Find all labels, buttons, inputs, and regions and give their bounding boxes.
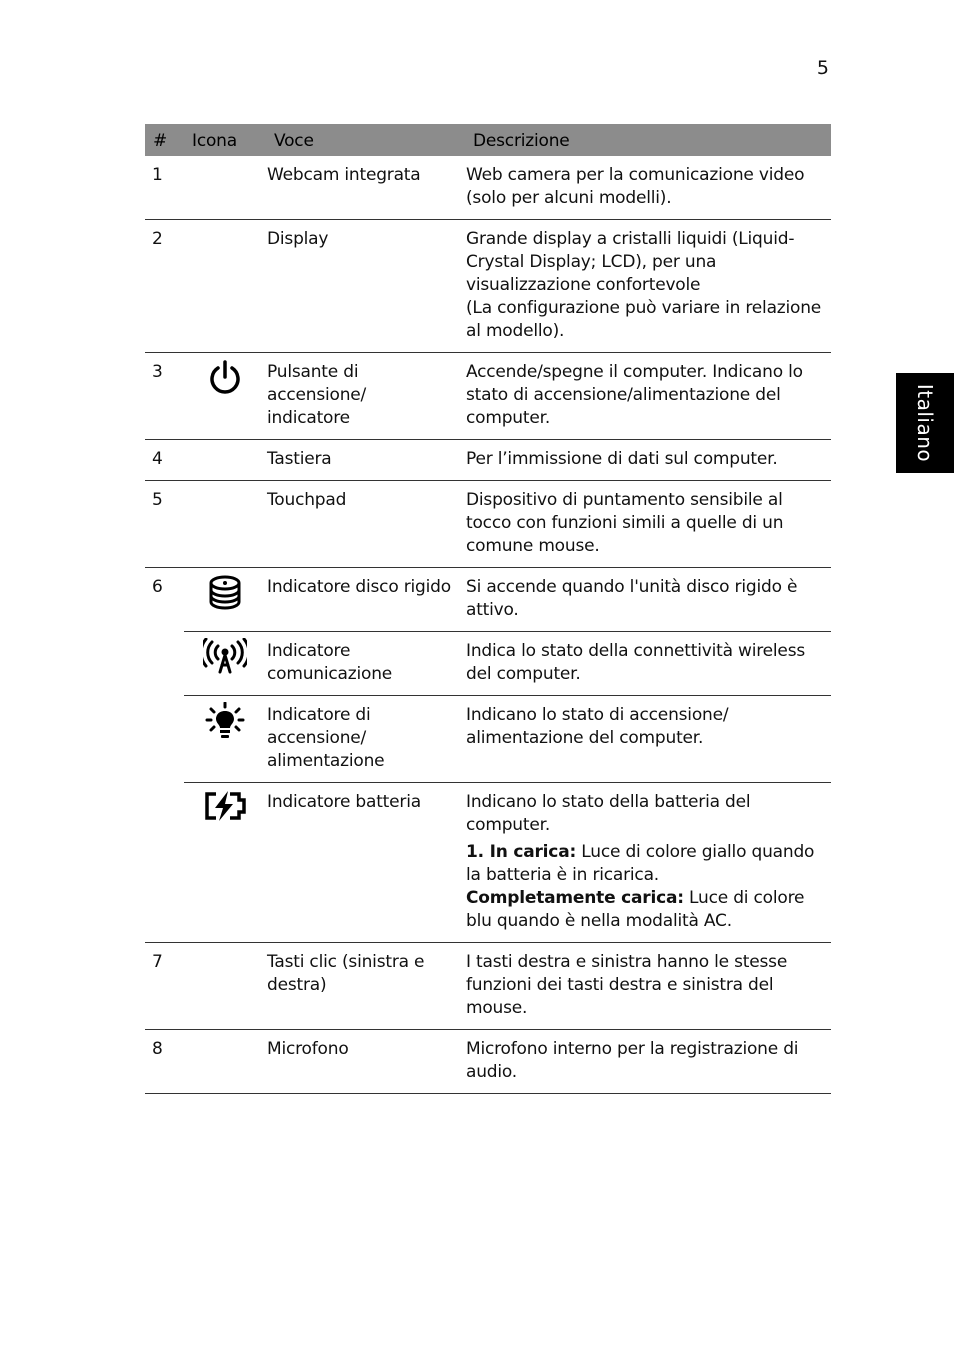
row-number: 4 [145, 440, 184, 481]
page-number: 5 [816, 57, 829, 79]
row-icon-cell [184, 943, 266, 1030]
row-description: Dispositivo di puntamento sensibile al tocco con funzioni simili a quelle di un comune mouse. [465, 481, 831, 568]
language-tab [896, 373, 954, 473]
charging-text: Luce di colore giallo quando la batteria è in ricarica. [466, 842, 815, 885]
table-header-row [145, 124, 831, 156]
row-icon-cell [184, 440, 266, 481]
row-item: Display [266, 220, 465, 353]
components-table [145, 124, 831, 1094]
battery-icon [202, 789, 248, 823]
row-icon-cell [184, 481, 266, 568]
table-row [145, 353, 831, 440]
row-description [465, 783, 831, 943]
row-icon-cell [184, 220, 266, 353]
row-item: Tasti clic (sinistra e destra) [266, 943, 465, 1030]
power-light-icon [205, 702, 245, 742]
row-item: Touchpad [266, 481, 465, 568]
row-number: 5 [145, 481, 184, 568]
language-tab-label: Italiano [913, 383, 937, 463]
row-description: I tasti destra e sinistra hanno le stesse funzioni dei tasti destra e sinistra del mouse. [465, 943, 831, 1030]
table-row [145, 943, 831, 1030]
row-number: 7 [145, 943, 184, 1030]
row-item: Tastiera [266, 440, 465, 481]
row-icon-cell [184, 1030, 266, 1094]
row-item: Indicatore disco rigido [266, 568, 465, 632]
power-icon [207, 359, 243, 397]
table-row [145, 1030, 831, 1094]
row-icon-cell [184, 156, 266, 220]
full-charge-text: Luce di colore blu quando è nella modalità AC. [466, 888, 805, 931]
table-row [145, 440, 831, 481]
row-item: Indicatore comunicazione [266, 632, 465, 696]
row-description-text: Indicano lo stato della batteria del computer. [466, 792, 751, 835]
wireless-icon [203, 638, 247, 676]
row-icon-cell [184, 568, 266, 632]
row-item: Microfono [266, 1030, 465, 1094]
table-row [145, 783, 831, 943]
hdd-icon [208, 574, 242, 612]
charging-label: 1. In carica: [466, 842, 577, 862]
row-description: Indica lo stato della connettività wireless del computer. [465, 632, 831, 696]
row-item: Indicatore batteria [266, 783, 465, 943]
table-row [145, 156, 831, 220]
row-description: Web camera per la comunicazione video (solo per alcuni modelli). [465, 156, 831, 220]
row-description-note: (La configurazione può variare in relazione al modello). [466, 298, 822, 341]
row-icon-cell [184, 696, 266, 783]
row-description: Indicano lo stato di accensione/ alimentazione del computer. [465, 696, 831, 783]
row-description: Accende/spegne il computer. Indicano lo stato di accensione/alimentazione del computer. [465, 353, 831, 440]
row-description: Microfono interno per la registrazione di audio. [465, 1030, 831, 1094]
row-number: 1 [145, 156, 184, 220]
table-row [145, 568, 831, 632]
header-icon: Icona [184, 124, 266, 156]
row-description: Si accende quando l'unità disco rigido è attivo. [465, 568, 831, 632]
header-description: Descrizione [465, 124, 831, 156]
charging-status [466, 841, 825, 933]
row-icon-cell [184, 783, 266, 943]
table-row [145, 632, 831, 696]
header-item: Voce [266, 124, 465, 156]
full-charge-label: Completamente carica: [466, 888, 684, 908]
row-number: 8 [145, 1030, 184, 1094]
row-number: 2 [145, 220, 184, 353]
row-icon-cell [184, 632, 266, 696]
row-icon-cell [184, 353, 266, 440]
row-item: Webcam integrata [266, 156, 465, 220]
table-row [145, 220, 831, 353]
header-num: # [145, 124, 184, 156]
table-row [145, 481, 831, 568]
row-number: 3 [145, 353, 184, 440]
row-description-text: Grande display a cristalli liquidi (Liquid-Crystal Display; LCD), per una visualizzazione confortevole [466, 229, 795, 295]
row-description: Per l’immissione di dati sul computer. [465, 440, 831, 481]
table-row [145, 696, 831, 783]
row-item: Pulsante di accensione/ indicatore [266, 353, 465, 440]
row-item: Indicatore di accensione/ alimentazione [266, 696, 465, 783]
row-number: 6 [145, 568, 184, 943]
row-description [465, 220, 831, 353]
